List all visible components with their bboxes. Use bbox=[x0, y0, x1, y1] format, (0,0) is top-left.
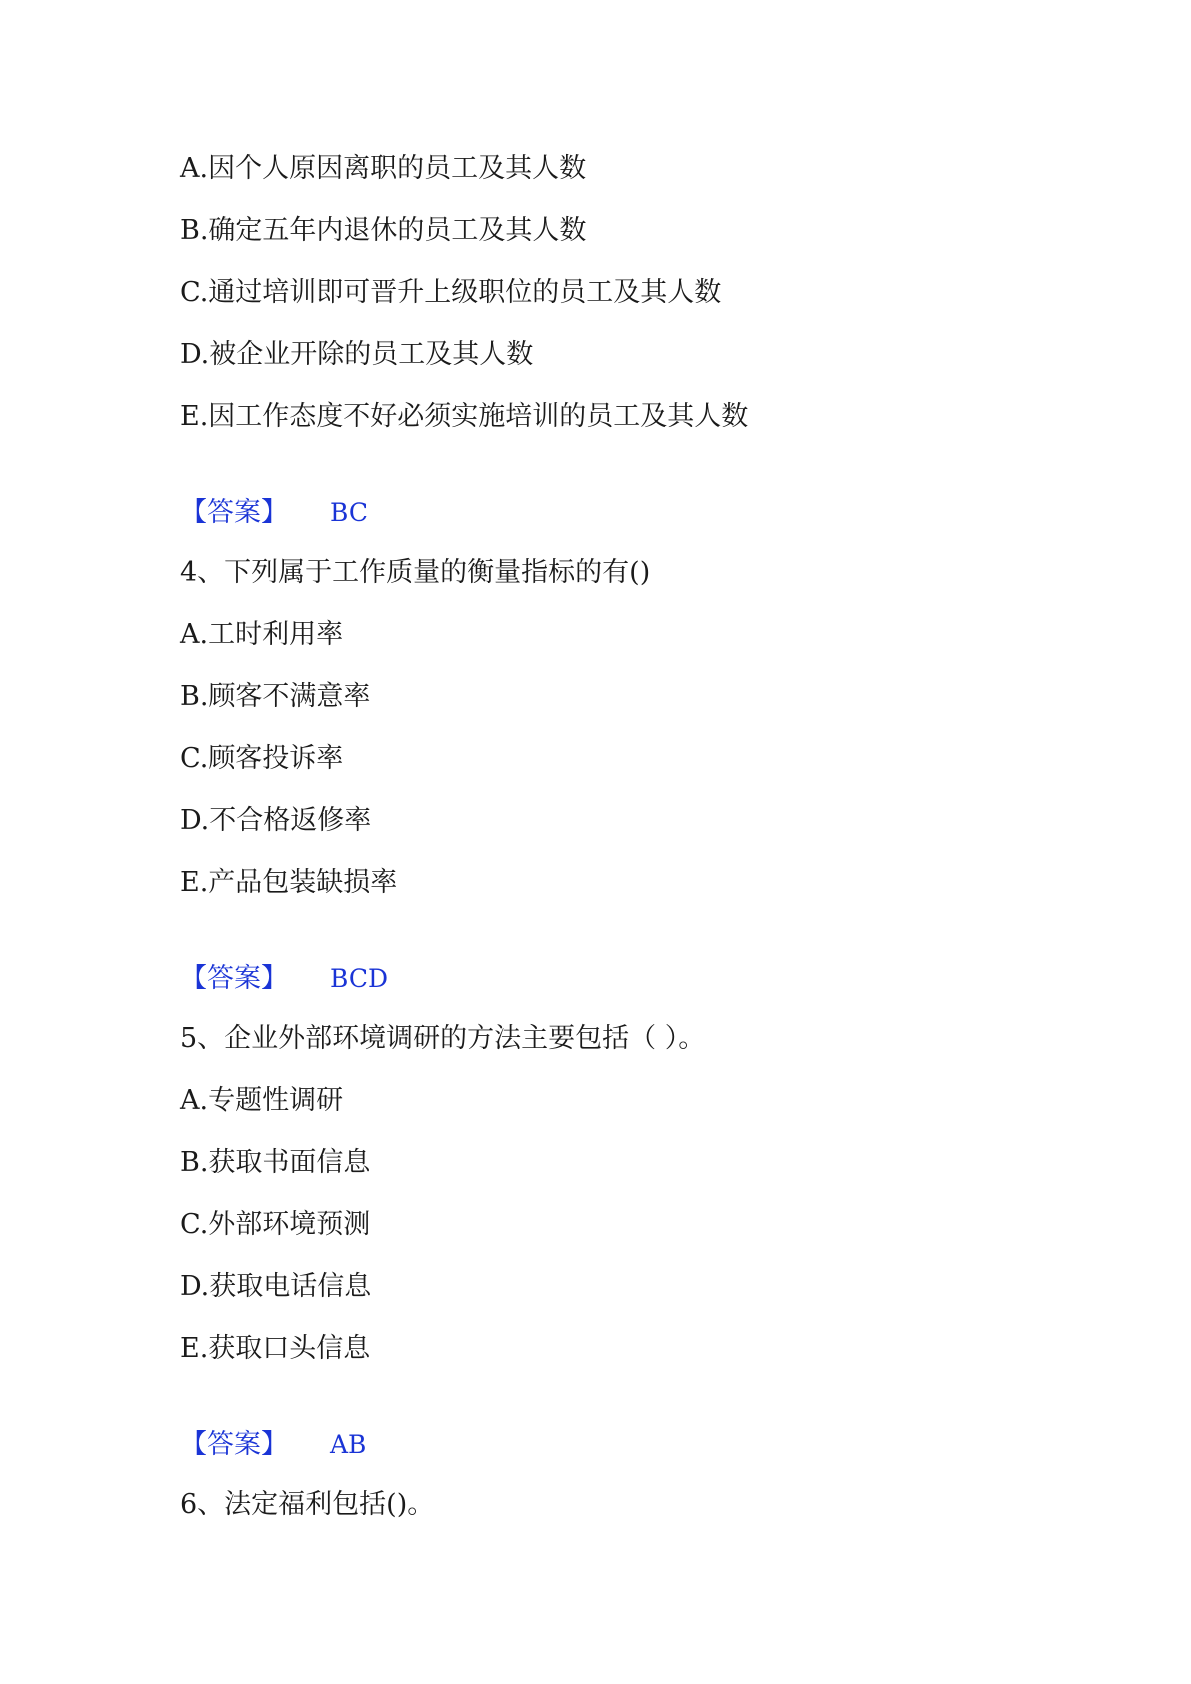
q4-option-b: B.顾客不满意率 bbox=[180, 681, 371, 712]
q4-answer-label: 【答案】 bbox=[180, 963, 288, 994]
q5-option-d: D.获取电话信息 bbox=[180, 1271, 372, 1302]
q3-option-d: D.被企业开除的员工及其人数 bbox=[180, 339, 534, 370]
q5-option-c: C.外部环境预测 bbox=[180, 1209, 371, 1240]
q4-option-d: D.不合格返修率 bbox=[180, 805, 372, 836]
q5-answer bbox=[180, 1428, 366, 1462]
q5-answer-label: 【答案】 bbox=[180, 1429, 288, 1460]
q5-option-b: B.获取书面信息 bbox=[180, 1147, 371, 1178]
q4-answer bbox=[180, 962, 388, 996]
q4-option-a: A.工时利用率 bbox=[180, 619, 344, 650]
q6-question: 6、法定福利包括()。 bbox=[180, 1489, 435, 1520]
q3-option-b: B.确定五年内退休的员工及其人数 bbox=[180, 215, 587, 246]
q4-option-c: C.顾客投诉率 bbox=[180, 743, 344, 774]
q5-option-a: A.专题性调研 bbox=[180, 1085, 344, 1116]
q4-question: 4、下列属于工作质量的衡量指标的有() bbox=[180, 557, 651, 588]
q3-answer-value: BC bbox=[330, 498, 368, 527]
q3-answer bbox=[180, 496, 368, 530]
q3-option-c: C.通过培训即可晋升上级职位的员工及其人数 bbox=[180, 277, 722, 308]
q4-answer-value: BCD bbox=[330, 964, 389, 993]
q5-answer-value: AB bbox=[330, 1430, 367, 1459]
q3-option-e: E.因工作态度不好必须实施培训的员工及其人数 bbox=[180, 401, 749, 432]
q5-question: 5、企业外部环境调研的方法主要包括（ ）。 bbox=[180, 1023, 706, 1054]
q5-option-e: E.获取口头信息 bbox=[180, 1333, 371, 1364]
q3-option-a: A.因个人原因离职的员工及其人数 bbox=[180, 153, 587, 184]
q3-answer-label: 【答案】 bbox=[180, 497, 288, 528]
q4-option-e: E.产品包装缺损率 bbox=[180, 867, 398, 898]
